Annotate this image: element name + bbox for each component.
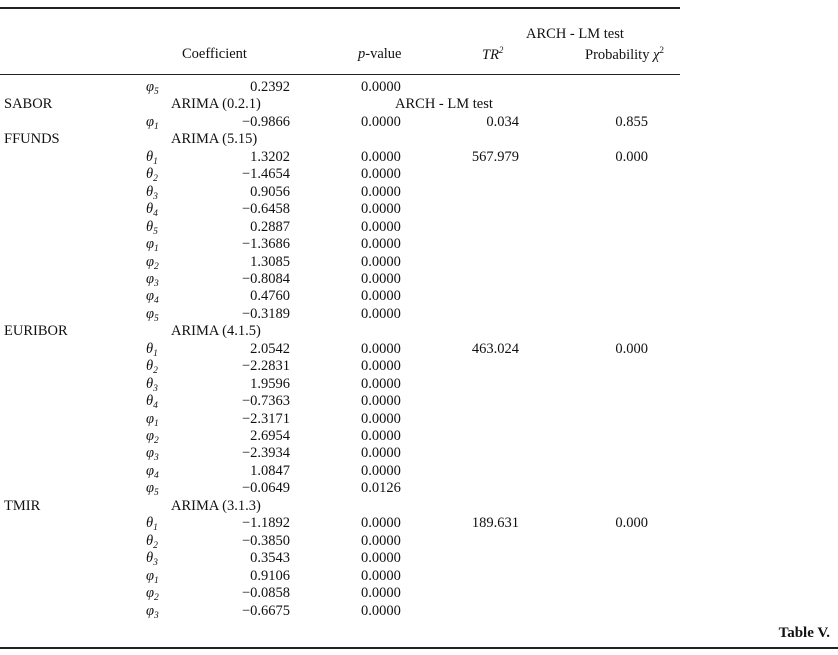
parameter-letter: φ: [146, 305, 155, 322]
parameter-letter: θ: [146, 550, 154, 567]
table-row: [0, 96, 680, 114]
table-row: [0, 550, 680, 568]
pvalue-value: 0.0000: [361, 602, 401, 619]
table-row: [0, 131, 680, 149]
parameter-symbol: [146, 568, 159, 587]
chi-symbol: χ: [653, 46, 660, 63]
pvalue-value: 0.0000: [361, 305, 401, 322]
parameter-letter: θ: [146, 393, 154, 410]
coefficient-value: −1.1892: [241, 515, 290, 532]
coefficient-value: −0.0858: [241, 585, 290, 602]
pvalue-value: 0.0000: [361, 428, 401, 444]
model-spec: ARIMA (0.2.1): [171, 96, 261, 113]
pvalue-value: 0.0126: [361, 480, 401, 497]
pvalue-value: 0.0000: [361, 340, 401, 357]
coefficient-value: 2.6954: [250, 428, 290, 444]
parameter-subscript: 3: [153, 191, 158, 202]
pvalue-value: 0.0000: [361, 79, 401, 95]
parameter-subscript: 2: [154, 593, 159, 604]
model-spec: ARIMA (3.1.3): [171, 497, 261, 514]
parameter-symbol: [146, 376, 158, 395]
arch-lm-label: ARCH - LM test: [395, 96, 493, 113]
tr2-value: 0.034: [486, 113, 519, 130]
table-row: [0, 603, 680, 621]
parameter-letter: φ: [146, 428, 155, 444]
table-row: [0, 79, 680, 97]
pvalue-header-rest: -value: [365, 46, 402, 62]
parameter-letter: θ: [146, 358, 154, 375]
pvalue-value: 0.0000: [361, 393, 401, 410]
coefficient-value: 0.9056: [250, 183, 290, 200]
table-row: [0, 376, 680, 394]
pvalue-value: 0.0000: [361, 375, 401, 392]
parameter-letter: φ: [146, 480, 155, 497]
parameter-symbol: [146, 149, 158, 168]
parameter-letter: φ: [146, 253, 155, 270]
parameter-subscript: 1: [154, 244, 159, 255]
parameter-symbol: [146, 114, 159, 133]
parameter-symbol: [146, 288, 159, 307]
coefficient-value: 1.0847: [250, 462, 290, 479]
coefficient-value: 0.4760: [250, 288, 290, 305]
coefficient-value: −0.7363: [241, 393, 290, 410]
parameter-subscript: 2: [153, 174, 158, 185]
probability-header: [585, 45, 664, 64]
coefficient-value: −0.9866: [241, 113, 290, 130]
parameter-letter: θ: [146, 148, 154, 165]
parameter-letter: φ: [146, 236, 155, 253]
parameter-symbol: [146, 201, 158, 220]
table-row: [0, 288, 680, 306]
probability-value: 0.000: [615, 148, 648, 165]
parameter-letter: θ: [146, 218, 154, 235]
parameter-symbol: [146, 550, 158, 569]
parameter-subscript: 3: [154, 610, 159, 621]
parameter-symbol: [146, 445, 159, 464]
parameter-symbol: [146, 219, 158, 238]
pvalue-value: 0.0000: [361, 183, 401, 200]
tr2-header-base: TR: [482, 46, 499, 63]
parameter-subscript: 4: [153, 209, 158, 220]
parameter-subscript: 5: [154, 87, 159, 97]
parameter-letter: φ: [146, 585, 155, 602]
tr2-value: 189.631: [471, 515, 519, 532]
parameter-subscript: 4: [154, 296, 159, 307]
parameter-symbol: [146, 236, 159, 255]
table-row: [0, 568, 680, 586]
pvalue-value: 0.0000: [361, 236, 401, 253]
coefficient-value: −0.0649: [241, 480, 290, 497]
parameter-symbol: [146, 166, 158, 185]
parameter-letter: θ: [146, 515, 154, 532]
parameter-symbol: [146, 341, 158, 360]
coefficient-value: −1.3686: [241, 236, 290, 253]
coefficient-value: 0.9106: [250, 567, 290, 584]
table-row: [0, 184, 680, 202]
table-row: [0, 358, 680, 376]
parameter-symbol: [146, 533, 158, 552]
table-row: [0, 393, 680, 411]
parameter-subscript: 4: [154, 470, 159, 481]
probability-value: 0.000: [615, 340, 648, 357]
parameter-letter: φ: [146, 270, 155, 287]
pvalue-value: 0.0000: [361, 567, 401, 584]
parameter-subscript: 2: [154, 261, 159, 272]
parameter-letter: φ: [146, 567, 155, 584]
coefficient-value: −1.4654: [241, 166, 290, 183]
table-row: [0, 149, 680, 167]
parameter-symbol: [146, 603, 159, 622]
parameter-subscript: 3: [154, 453, 159, 464]
pvalue-value: 0.0000: [361, 270, 401, 287]
chi-sup: 2: [659, 45, 664, 55]
pvalue-value: 0.0000: [361, 201, 401, 218]
parameter-subscript: 5: [154, 313, 159, 324]
parameter-subscript: 3: [154, 278, 159, 289]
table-row: [0, 463, 680, 481]
pvalue-value: 0.0000: [361, 515, 401, 532]
pvalue-value: 0.0000: [361, 166, 401, 183]
parameter-letter: φ: [146, 79, 155, 95]
parameter-subscript: 1: [154, 121, 159, 132]
parameter-letter: θ: [146, 375, 154, 392]
parameter-letter: φ: [146, 410, 155, 427]
table-row: [0, 271, 680, 289]
table-row: [0, 306, 680, 324]
parameter-subscript: 5: [153, 226, 158, 237]
series-label: EURIBOR: [4, 323, 68, 340]
coefficient-header: Coefficient: [182, 46, 247, 62]
tr2-header-sup: 2: [498, 45, 504, 55]
table-row: [0, 533, 680, 551]
header-rule: [0, 74, 680, 75]
coefficient-value: 0.3543: [250, 550, 290, 567]
probability-value: 0.000: [615, 515, 648, 532]
table-caption: Table V.: [778, 625, 830, 641]
bottom-rule: [0, 647, 838, 649]
parameter-symbol: [146, 79, 159, 98]
table-row: [0, 323, 680, 341]
coefficient-value: −2.3934: [241, 445, 290, 462]
table-row: [0, 498, 680, 516]
coefficient-value: −2.2831: [241, 358, 290, 375]
pvalue-value: 0.0000: [361, 358, 401, 375]
parameter-letter: φ: [146, 113, 155, 130]
table-row: [0, 515, 680, 533]
arch-group-header: ARCH - LM test: [526, 26, 624, 42]
table-row: [0, 411, 680, 429]
top-rule: [0, 7, 680, 9]
parameter-letter: θ: [146, 166, 154, 183]
parameter-symbol: [146, 411, 159, 430]
coefficient-value: 1.3085: [250, 253, 290, 270]
pvalue-value: 0.0000: [361, 410, 401, 427]
parameter-letter: θ: [146, 183, 154, 200]
table-row: [0, 445, 680, 463]
coefficient-value: −0.8084: [241, 270, 290, 287]
parameter-symbol: [146, 428, 159, 447]
tr2-value: 463.024: [471, 340, 519, 357]
table-row: [0, 236, 680, 254]
table-row: [0, 254, 680, 272]
parameter-subscript: 2: [153, 540, 158, 551]
parameter-subscript: 3: [153, 558, 158, 569]
parameter-letter: φ: [146, 462, 155, 479]
pvalue-value: 0.0000: [361, 253, 401, 270]
parameter-symbol: [146, 358, 158, 377]
parameter-subscript: 1: [153, 523, 158, 534]
parameter-symbol: [146, 480, 159, 499]
table-row: [0, 219, 680, 237]
parameter-symbol: [146, 393, 158, 412]
parameter-symbol: [146, 515, 158, 534]
series-label: TMIR: [4, 497, 41, 514]
parameter-symbol: [146, 585, 159, 604]
tr2-header: [482, 45, 503, 64]
probability-value: 0.855: [615, 113, 648, 130]
table-row: [0, 341, 680, 359]
parameter-symbol: [146, 463, 159, 482]
parameter-subscript: 5: [154, 488, 159, 499]
parameter-symbol: [146, 306, 159, 325]
coefficient-value: −0.6675: [241, 602, 290, 619]
parameter-letter: θ: [146, 532, 154, 549]
coefficient-value: 1.3202: [250, 148, 290, 165]
parameter-letter: φ: [146, 445, 155, 462]
tr2-value: 567.979: [471, 148, 519, 165]
parameter-subscript: 3: [153, 383, 158, 394]
model-spec: ARIMA (5.15): [171, 131, 258, 148]
parameter-letter: φ: [146, 602, 155, 619]
coefficient-value: −0.3189: [241, 305, 290, 322]
pvalue-value: 0.0000: [361, 532, 401, 549]
parameter-subscript: 2: [153, 366, 158, 377]
coefficient-value: 1.9596: [250, 375, 290, 392]
series-label: SABOR: [4, 96, 53, 113]
pvalue-header-italic: p: [358, 46, 366, 62]
pvalue-value: 0.0000: [361, 148, 401, 165]
coefficient-value: −0.6458: [241, 201, 290, 218]
coefficient-value: 2.0542: [250, 340, 290, 357]
parameter-subscript: 1: [154, 418, 159, 429]
series-label: FFUNDS: [4, 131, 60, 148]
table-row: [0, 166, 680, 184]
parameter-symbol: [146, 254, 159, 273]
coefficient-value: −2.3171: [241, 410, 290, 427]
pvalue-value: 0.0000: [361, 113, 401, 130]
pvalue-value: 0.0000: [361, 550, 401, 567]
parameter-subscript: 4: [153, 401, 158, 412]
table-row: [0, 428, 680, 446]
pvalue-header: [358, 46, 401, 63]
parameter-symbol: [146, 271, 159, 290]
parameter-letter: θ: [146, 340, 154, 357]
table-row: [0, 201, 680, 219]
table-row: [0, 114, 680, 132]
model-spec: ARIMA (4.1.5): [171, 323, 261, 340]
coefficient-value: 0.2392: [250, 79, 290, 95]
probability-header-label: Probability: [585, 46, 650, 63]
table-row: [0, 480, 680, 498]
parameter-subscript: 2: [154, 436, 159, 446]
table-row: [0, 585, 680, 603]
parameter-letter: θ: [146, 201, 154, 218]
pvalue-value: 0.0000: [361, 462, 401, 479]
pvalue-value: 0.0000: [361, 218, 401, 235]
pvalue-value: 0.0000: [361, 585, 401, 602]
pvalue-value: 0.0000: [361, 288, 401, 305]
pvalue-value: 0.0000: [361, 445, 401, 462]
parameter-subscript: 1: [153, 348, 158, 359]
parameter-letter: φ: [146, 288, 155, 305]
parameter-symbol: [146, 184, 158, 203]
parameter-subscript: 1: [153, 156, 158, 167]
parameter-subscript: 1: [154, 575, 159, 586]
coefficient-value: −0.3850: [241, 532, 290, 549]
coefficient-value: 0.2887: [250, 218, 290, 235]
